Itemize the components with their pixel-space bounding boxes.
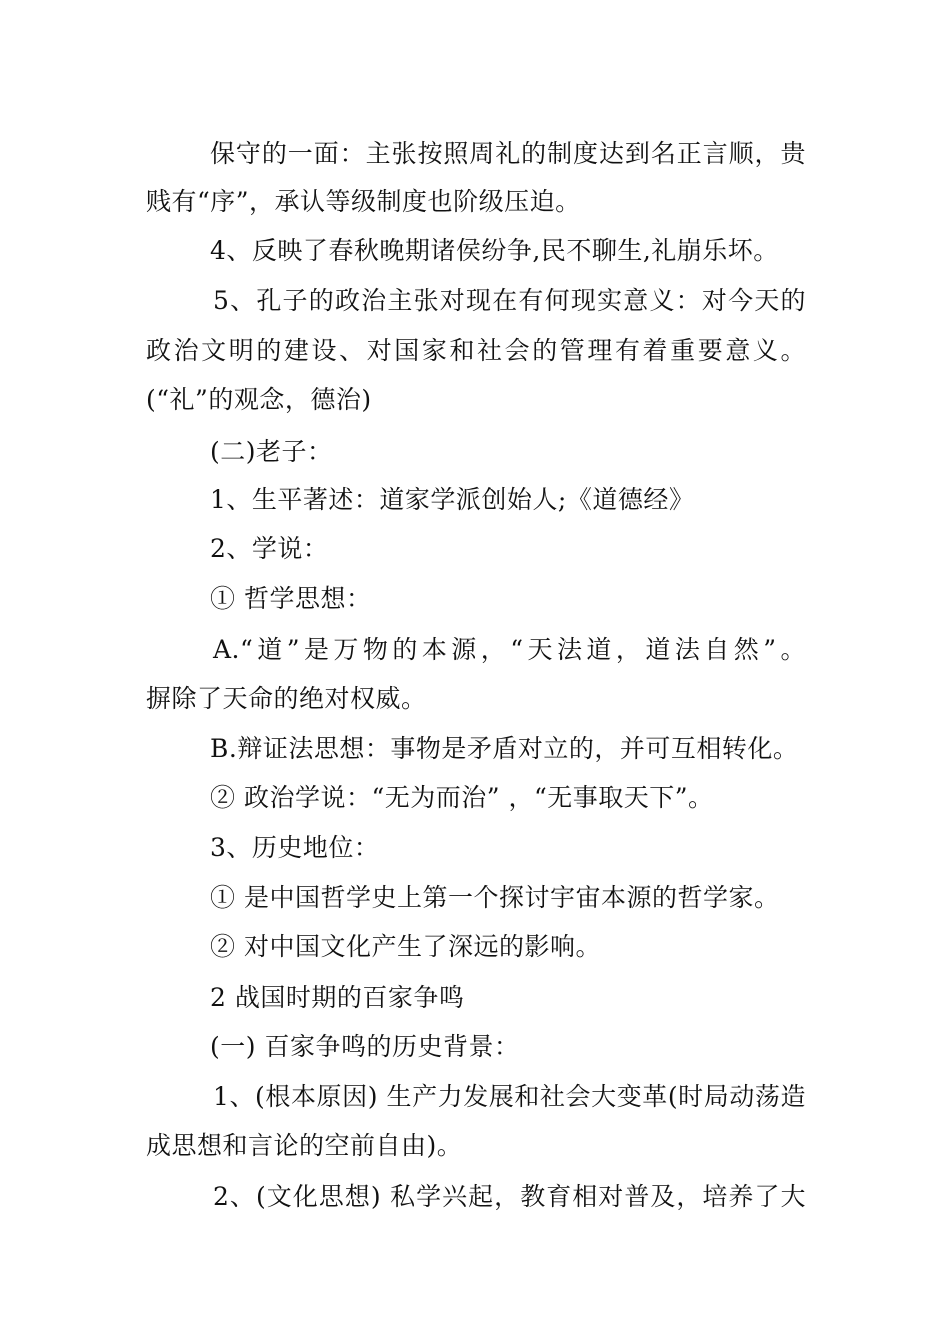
section-heading: (一) 百家争鸣的历史背景： [210, 1032, 520, 1061]
paragraph-line: 2、学说： [210, 534, 329, 563]
paragraph-line: A.“道”是万物的本源，“天法道，道法自然”。 [213, 635, 806, 664]
paragraph-line: B.辩证法思想：事物是矛盾对立的，并可互相转化。 [210, 734, 799, 763]
paragraph-line: 政治文明的建设、对国家和社会的管理有着重要意义。 [146, 336, 806, 365]
paragraph-line: 5、孔子的政治主张对现在有何现实意义：对今天的 [213, 286, 806, 315]
paragraph-line: 2、(文化思想) 私学兴起，教育相对普及，培养了大 [213, 1182, 806, 1211]
paragraph-line: 3、历史地位： [210, 833, 380, 862]
paragraph-line: 成思想和言论的空前自由)。 [146, 1131, 463, 1160]
paragraph-line: ② 对中国文化产生了深远的影响。 [210, 932, 601, 961]
section-heading: 2 战国时期的百家争鸣 [210, 983, 465, 1012]
paragraph-line: 4、反映了春秋晚期诸侯纷争,民不聊生,礼崩乐坏。 [210, 236, 779, 265]
paragraph-line: ① 是中国哲学史上第一个探讨宇宙本源的哲学家。 [210, 883, 780, 912]
paragraph-line: 1、(根本原因) 生产力发展和社会大变革(时局动荡造 [213, 1082, 806, 1111]
paragraph-line: 保守的一面：主张按照周礼的制度达到名正言顺，贵 [210, 139, 806, 168]
section-heading: (二)老子： [210, 437, 333, 466]
paragraph-line: 摒除了天命的绝对权威。 [146, 684, 427, 713]
paragraph-line: ② 政治学说：“无为而治” ，“无事取天下”。 [210, 783, 714, 812]
paragraph-line: 1、生平著述：道家学派创始人;《道德经》 [210, 485, 695, 514]
paragraph-line: ① 哲学思想： [210, 584, 372, 613]
paragraph-line: (“礼”的观念，德治) [146, 385, 372, 414]
paragraph-line: 贱有“序”，承认等级制度也阶级压迫。 [146, 187, 581, 216]
